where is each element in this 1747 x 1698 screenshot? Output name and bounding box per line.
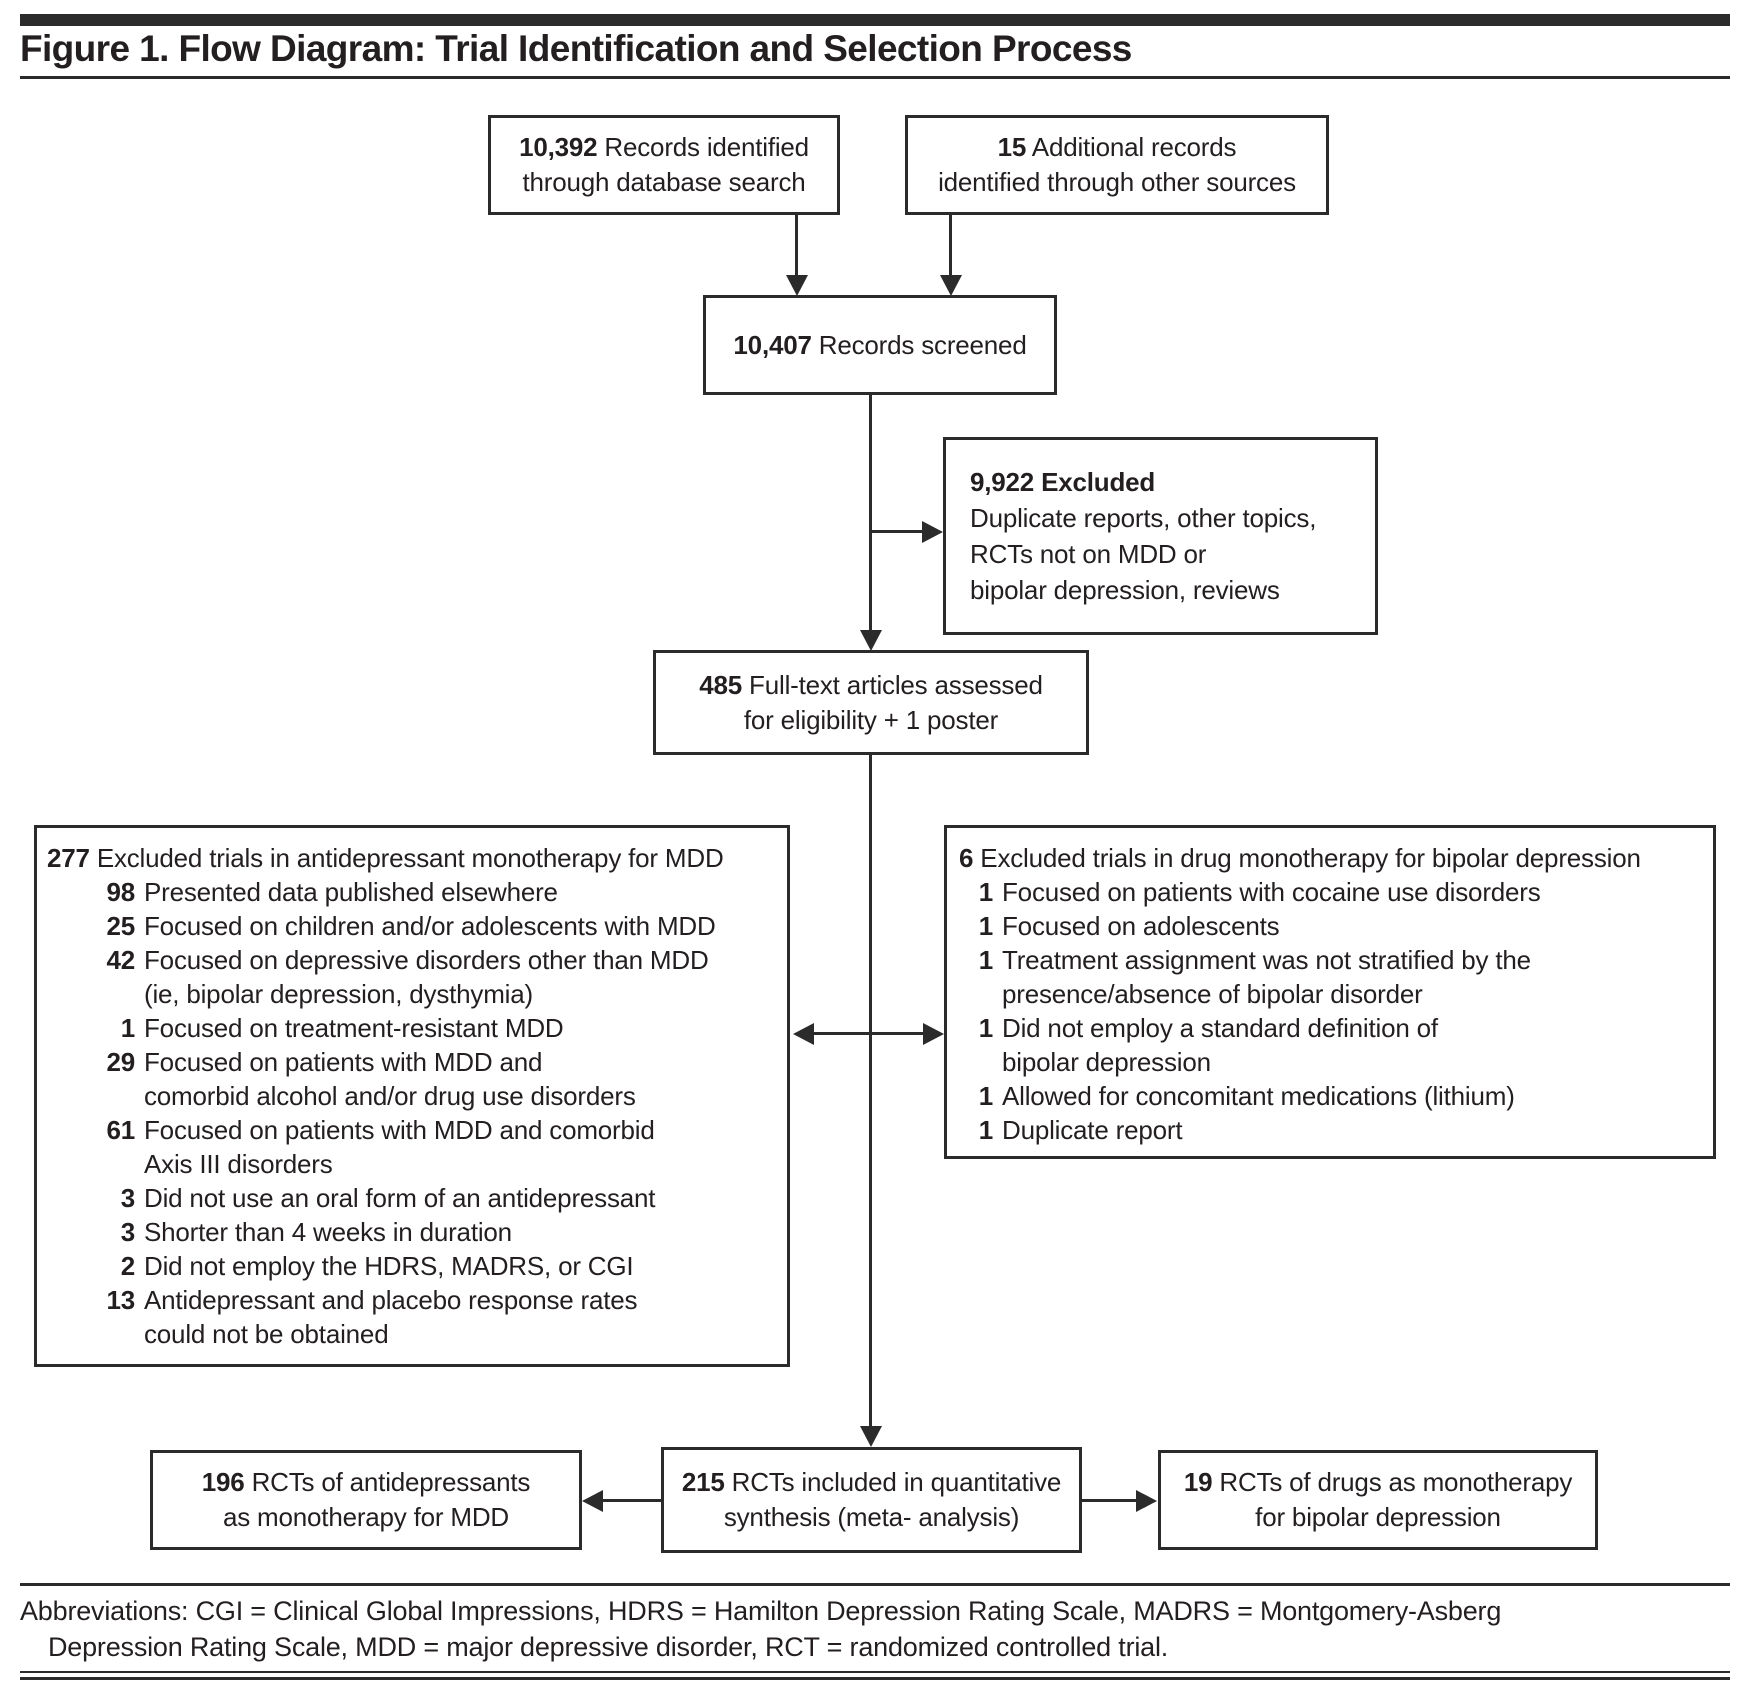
item-text — [144, 875, 777, 909]
item-text — [1002, 1113, 1703, 1147]
item-line: comorbid alcohol and/or drug use disorders — [144, 1081, 636, 1111]
connector-line — [795, 215, 798, 277]
box-excluded-bipolar-trials — [944, 825, 1716, 1159]
arrowhead-right-icon — [922, 521, 943, 543]
label: Records screened — [818, 329, 1027, 360]
count: 215 — [681, 1467, 725, 1497]
box-text-line: Duplicate reports, other topics, — [970, 503, 1317, 533]
arrowhead-down-icon — [786, 275, 808, 296]
box-text-line: through database search — [522, 167, 806, 197]
item-line: Focused on depressive disorders other than MDD — [144, 945, 709, 975]
connector-line — [870, 530, 924, 533]
box-excluded-records — [943, 437, 1378, 635]
item-count: 1 — [978, 911, 993, 941]
list-heading — [47, 841, 777, 875]
box-text-line — [998, 130, 1237, 165]
item-text — [1002, 909, 1703, 943]
arrowhead-right-icon — [1136, 1490, 1157, 1512]
item-count: 3 — [120, 1183, 135, 1213]
exclusion-item — [47, 875, 777, 909]
box-text-line: bipolar depression, reviews — [970, 575, 1280, 605]
arrowhead-down-icon — [860, 1426, 882, 1447]
item-line: Did not employ the HDRS, MADRS, or CGI — [144, 1251, 634, 1281]
box-text-line: for bipolar depression — [1255, 1502, 1501, 1532]
count: 277 — [47, 843, 90, 873]
label: RCTs included in quantitative — [731, 1467, 1062, 1497]
heading-text: Excluded trials in antidepressant monotherapy for MDD — [96, 843, 724, 873]
exclusion-item — [47, 1181, 777, 1215]
item-count: 2 — [120, 1251, 135, 1281]
item-line: Allowed for concomitant medications (lithium) — [1002, 1081, 1515, 1111]
item-line: Focused on patients with MDD and — [144, 1047, 543, 1077]
list-heading — [959, 841, 1703, 875]
item-count: 61 — [106, 1115, 135, 1145]
item-line: Focused on patients with MDD and comorbid — [144, 1115, 655, 1145]
item-text — [144, 1215, 777, 1249]
arrowhead-left-icon — [582, 1490, 603, 1512]
footer-rule-bottom — [20, 1677, 1730, 1680]
box-fulltext-assessed — [653, 650, 1089, 755]
box-rct-included — [661, 1447, 1082, 1553]
count: 196 — [201, 1467, 245, 1497]
item-count: 1 — [978, 945, 993, 975]
item-line: (ie, bipolar depression, dysthymia) — [144, 979, 533, 1009]
connector-line — [869, 755, 872, 1428]
item-text — [1002, 1011, 1703, 1079]
item-line: Treatment assignment was not stratified by the — [1002, 945, 1531, 975]
box-records-identified — [488, 115, 840, 215]
box-text-line — [733, 328, 1026, 363]
count: 6 — [959, 843, 974, 873]
box-text-line — [202, 1465, 530, 1500]
item-count: 1 — [120, 1013, 135, 1043]
exclusion-item — [959, 1011, 1703, 1079]
item-count: 42 — [106, 945, 135, 975]
item-count: 1 — [978, 1081, 993, 1111]
count: 10,392 — [519, 132, 598, 162]
item-count: 13 — [106, 1285, 135, 1315]
arrowhead-left-icon — [793, 1023, 814, 1045]
item-text — [144, 909, 777, 943]
connector-line — [869, 395, 872, 632]
abbreviations-line2: Depression Rating Scale, MDD = major depressive disorder, RCT = randomized controlled trial. — [48, 1632, 1169, 1662]
item-text — [144, 1181, 777, 1215]
figure-title: Figure 1. Flow Diagram: Trial Identification and Selection Process — [20, 28, 1132, 69]
heading-text: 9,922 Excluded — [970, 467, 1156, 497]
exclusion-item — [959, 943, 1703, 1011]
box-heading — [970, 464, 1155, 500]
item-count: 1 — [978, 877, 993, 907]
label: Additional records — [1031, 132, 1237, 162]
label: Records identified — [604, 132, 809, 162]
count: 15 — [997, 132, 1027, 162]
connector-line — [810, 1032, 934, 1035]
box-rct-mdd — [150, 1450, 582, 1550]
item-text — [144, 1249, 777, 1283]
box-text-line: RCTs not on MDD or — [970, 539, 1207, 569]
count: 10,407 — [733, 329, 812, 360]
item-line: Shorter than 4 weeks in duration — [144, 1217, 512, 1247]
item-line: bipolar depression — [1002, 1047, 1211, 1077]
item-count: 3 — [120, 1217, 135, 1247]
count: 19 — [1183, 1467, 1213, 1497]
box-records-screened — [703, 295, 1057, 395]
item-text — [1002, 1079, 1703, 1113]
label: RCTs of antidepressants — [251, 1467, 531, 1497]
box-text-line: identified through other sources — [938, 167, 1296, 197]
item-text — [1002, 875, 1703, 909]
box-rct-bipolar — [1158, 1450, 1598, 1550]
box-text-line — [699, 668, 1043, 703]
connector-line — [602, 1499, 661, 1502]
footer-rule-bottom — [20, 1671, 1730, 1673]
title-underline — [20, 76, 1730, 79]
item-line: Antidepressant and placebo response rates — [144, 1285, 638, 1315]
footer-rule-top — [20, 1583, 1730, 1586]
exclusion-item — [47, 909, 777, 943]
item-line: Duplicate report — [1002, 1115, 1183, 1145]
item-count: 1 — [978, 1115, 993, 1145]
connector-line — [1082, 1499, 1138, 1502]
figure-top-bar — [20, 14, 1730, 26]
exclusion-item — [47, 1011, 777, 1045]
exclusion-item — [47, 1113, 777, 1181]
item-text — [144, 1283, 777, 1351]
item-text — [1002, 943, 1703, 1011]
exclusion-item — [47, 943, 777, 1011]
item-count: 25 — [106, 911, 135, 941]
box-text-line: synthesis (meta- analysis) — [723, 1502, 1020, 1532]
box-text-line: for eligibility + 1 poster — [743, 704, 999, 735]
item-text — [144, 1113, 777, 1181]
connector-line — [949, 215, 952, 277]
item-count: 1 — [978, 1013, 993, 1043]
item-line: Focused on patients with cocaine use disorders — [1002, 877, 1541, 907]
item-line: Axis III disorders — [144, 1149, 333, 1179]
exclusion-item — [47, 1215, 777, 1249]
label: RCTs of drugs as monotherapy — [1219, 1467, 1573, 1497]
exclusion-item — [959, 1113, 1703, 1147]
item-line: Did not use an oral form of an antidepressant — [144, 1183, 656, 1213]
item-line: could not be obtained — [144, 1319, 389, 1349]
item-text — [144, 943, 777, 1011]
arrowhead-down-icon — [940, 275, 962, 296]
exclusion-item — [959, 909, 1703, 943]
count: 485 — [699, 669, 743, 700]
box-text-line — [519, 130, 809, 165]
exclusion-item — [47, 1045, 777, 1113]
item-line: Focused on treatment-resistant MDD — [144, 1013, 564, 1043]
item-text — [144, 1011, 777, 1045]
item-line: Did not employ a standard definition of — [1002, 1013, 1438, 1043]
box-text-line — [1184, 1465, 1572, 1500]
label: Full-text articles assessed — [749, 669, 1043, 700]
arrowhead-right-icon — [923, 1023, 944, 1045]
item-line: Focused on children and/or adolescents with MDD — [144, 911, 716, 941]
item-line: presence/absence of bipolar disorder — [1002, 979, 1423, 1009]
exclusion-item — [959, 1079, 1703, 1113]
exclusion-item — [47, 1283, 777, 1351]
item-count: 98 — [106, 877, 135, 907]
item-line: Presented data published elsewhere — [144, 877, 558, 907]
heading-text: Excluded trials in drug monotherapy for bipolar depression — [980, 843, 1641, 873]
box-text-line — [682, 1465, 1061, 1500]
box-additional-records — [905, 115, 1329, 215]
arrowhead-down-icon — [860, 630, 882, 651]
exclusion-item — [959, 875, 1703, 909]
item-line: Focused on adolescents — [1002, 911, 1280, 941]
abbreviations-line1: Abbreviations: CGI = Clinical Global Impressions, HDRS = Hamilton Depression Rating Scale, MADRS = Montgomery-Asberg — [20, 1596, 1502, 1626]
item-text — [144, 1045, 777, 1113]
item-count: 29 — [106, 1047, 135, 1077]
box-text-line: as monotherapy for MDD — [222, 1502, 510, 1532]
exclusion-item — [47, 1249, 777, 1283]
box-excluded-mdd-trials — [34, 825, 790, 1367]
